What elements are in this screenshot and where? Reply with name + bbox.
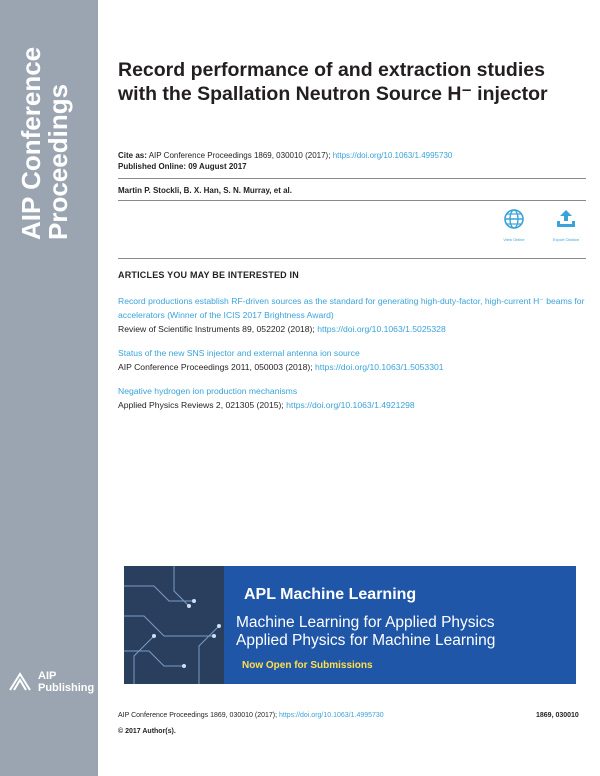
list-item (118, 346, 588, 374)
related-article-title[interactable]: Record productions establish RF-driven sources as the standard for generating high-duty-factor, high-current H⁻ beams for accelerators (Winner of the ICIS 2017 Brightness Award) (118, 296, 585, 320)
cite-label: Cite as: (118, 151, 147, 160)
list-item (118, 384, 588, 412)
export-icon (555, 208, 577, 230)
copyright-notice: © 2017 Author(s). (118, 728, 176, 735)
published-date: Published Online: 09 August 2017 (118, 162, 247, 171)
banner-line2: Applied Physics for Machine Learning (236, 632, 496, 649)
related-articles-list (118, 294, 588, 422)
banner-subtitle (236, 614, 495, 650)
divider (118, 178, 586, 179)
publisher-line1: AIP (38, 670, 57, 682)
related-article-title[interactable]: Status of the new SNS injector and external antenna ion source (118, 348, 360, 358)
export-citation-button[interactable] (546, 208, 586, 242)
banner-line1: Machine Learning for Applied Physics (236, 614, 495, 631)
export-citation-label: Export Citation (552, 237, 580, 242)
related-article-doi[interactable]: https://doi.org/10.1063/1.5025328 (317, 324, 446, 334)
divider (118, 258, 586, 259)
publisher-line2: Publishing (38, 682, 95, 694)
banner-headline: APL Machine Learning (244, 586, 417, 603)
related-article-doi[interactable]: https://doi.org/10.1063/1.4921298 (286, 400, 415, 410)
footer-page-id: 1869, 030010 (536, 712, 579, 719)
list-item (118, 294, 588, 336)
view-online-button[interactable] (494, 208, 534, 242)
view-online-label: View Online (503, 237, 525, 242)
author-list: Martin P. Stockli, B. X. Han, S. N. Murray, et al. (118, 186, 292, 195)
related-article-doi[interactable]: https://doi.org/10.1063/1.5053301 (315, 362, 444, 372)
article-meta (118, 150, 452, 172)
aip-logo-icon (8, 672, 32, 692)
related-article-source: Review of Scientific Instruments 89, 052202 (2018); (118, 324, 315, 334)
related-article-source: Applied Physics Reviews 2, 021305 (2015); (118, 400, 284, 410)
divider (118, 200, 586, 201)
apl-machine-learning-banner[interactable] (124, 566, 576, 684)
related-articles-heading: ARTICLES YOU MAY BE INTERESTED IN (118, 270, 299, 280)
journal-name (16, 46, 73, 240)
footer-doi-link[interactable]: https://doi.org/10.1063/1.4995730 (279, 712, 384, 719)
cite-text: AIP Conference Proceedings 1869, 030010 (2017); (148, 151, 331, 160)
related-article-title[interactable]: Negative hydrogen ion production mechanisms (118, 386, 298, 396)
journal-name-line1: AIP Conference (16, 46, 46, 240)
globe-icon (503, 208, 525, 230)
related-article-source: AIP Conference Proceedings 2011, 050003 (2018); (118, 362, 313, 372)
aip-publishing-logo[interactable] (8, 668, 98, 696)
circuit-pattern-art (124, 566, 224, 684)
article-title: Record performance of and extraction studies with the Spallation Neutron Source H⁻ injector (118, 59, 548, 105)
footer-citation-text: AIP Conference Proceedings 1869, 030010 (2017); (118, 712, 278, 719)
article-doi-link[interactable]: https://doi.org/10.1063/1.4995730 (332, 151, 453, 160)
journal-name-line2: Proceedings (43, 83, 73, 240)
footer-citation (118, 712, 384, 719)
submissions-cta[interactable]: Now Open for Submissions (242, 660, 373, 671)
journal-sidebar (0, 0, 98, 776)
